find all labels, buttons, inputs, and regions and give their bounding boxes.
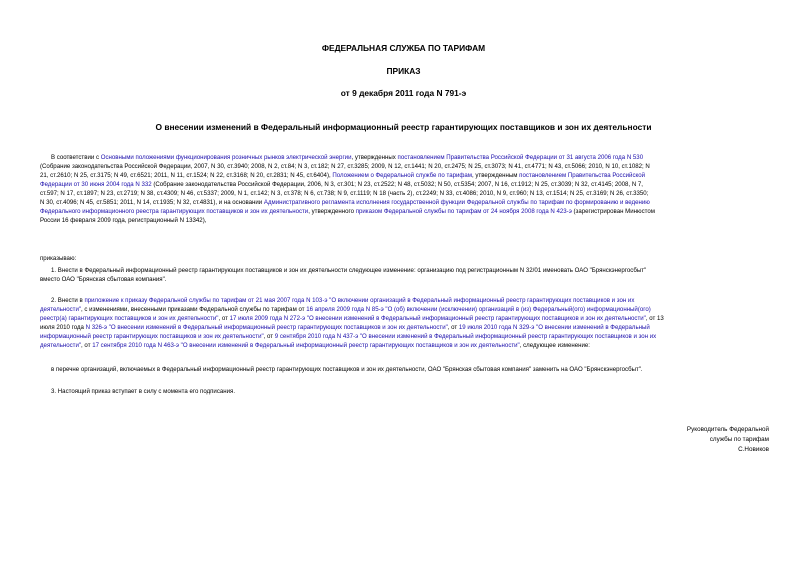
link-resolution-530[interactable]: постановлением Правительства Российской Федерации от 31 августа 2006 года N 530 bbox=[397, 154, 644, 161]
link-order-329-cont[interactable]: информационный реестр гарантирующих поставщиков и зон их деятельности" bbox=[40, 333, 264, 340]
link-admin-regulation-cont[interactable]: Федерального информационного реестра гарантирующих поставщиков и зон их деятельности bbox=[40, 208, 309, 215]
order-item-1 bbox=[40, 266, 770, 284]
link-order-272[interactable]: 17 июля 2009 года N 272-э "О внесении изменений в Федеральный информационный реестр гарантирующих поставщиков и зон их деятельности" bbox=[229, 315, 646, 322]
preamble-text: , утвержденного bbox=[308, 208, 356, 215]
preamble-text: В соответствии с bbox=[51, 154, 101, 161]
preamble-text: (Собрание законодательства Российской Федерации, 2006, N 3, ст.301; N 23, ст.2522; N 48, ст.5032; N 50, ст.5354; 2007, N 16, ст.1912; N 25, ст.3039; N 32, ст.4145; 2008, N 7, bbox=[151, 181, 643, 188]
link-order-103[interactable]: приложение к приказу Федеральной службы по тарифам от 21 мая 2007 года N 103-э "О включении организаций в Федеральный информационный реестр гарантирующих поставщиков и зон их bbox=[84, 297, 635, 304]
link-order-463[interactable]: 17 сентября 2010 года N 463-э "О внесении изменений в Федеральный информационный реестр гарантирующих поставщиков и зон их деятельности" bbox=[92, 342, 520, 349]
link-order-329[interactable]: 19 июля 2010 года N 329-э "О внесении изменений в Федеральный bbox=[458, 324, 650, 331]
order-change-text bbox=[40, 365, 770, 374]
document-date-number: от 9 декабря 2011 года N 791-э bbox=[340, 88, 467, 98]
signature-agency: службы по тарифам bbox=[709, 436, 769, 443]
item2-text: , следующее изменение: bbox=[519, 342, 590, 349]
signature-name: С.Новиков bbox=[738, 446, 769, 453]
item3-text: 3. Настоящий приказ вступает в силу с момента его подписания. bbox=[51, 388, 236, 395]
link-fst-regulation[interactable]: Положением о Федеральной службе по тарифам bbox=[332, 172, 472, 179]
item2-text: , от bbox=[81, 342, 93, 349]
item1-text: вместо ОАО "Брянская сбытовая компания". bbox=[40, 276, 167, 283]
order-intro bbox=[40, 254, 770, 263]
preamble-text: (Собрание законодательства Российской Федерации, 2007, N 30, ст.3940; 2008, N 2, ст.84; N 3, ст.182; N 27, ст.3285; 2009, N 12, ст.1441; N 20, ст.2475; N 25, ст.3073; N 41, ст.4771; N 43, ст.5066; 2010, N 10, ст.1082; N bbox=[40, 163, 650, 170]
link-order-103-cont[interactable]: деятельности" bbox=[40, 306, 82, 313]
link-order-326[interactable]: N 326-э "О внесении изменений в Федеральный информационный реестр гарантирующих поставщиков и зон их деятельности" bbox=[85, 324, 448, 331]
preamble bbox=[40, 153, 770, 225]
preamble-text: ст.597; N 17, ст.1897; N 23, ст.2719; N 38, ст.4309; N 46, ст.5337; 2009, N 1, ст.142; N 3, ст.378; N 6, ст.738; N 9, ст.1119; N 18 (часть 2), ст.2249; N 33, ст.4086; 2010, N 9, ст.960; N 13, ст.1514; N 25, ст.3169; N 26, ст.3350; bbox=[40, 190, 649, 197]
item2-text: , от bbox=[447, 324, 459, 331]
order-item-2 bbox=[40, 296, 770, 350]
prikazyvayu-label: приказываю: bbox=[40, 255, 77, 262]
signature-position: Руководитель Федеральной bbox=[686, 426, 769, 433]
link-resolution-332[interactable]: постановлением Правительства Российской bbox=[519, 172, 646, 179]
item2-text: июля 2010 года bbox=[40, 324, 86, 331]
item2-text: 2. Внести в bbox=[51, 297, 85, 304]
document-type: ПРИКАЗ bbox=[386, 66, 421, 76]
preamble-text: , утвержденных bbox=[351, 154, 398, 161]
link-resolution-332-cont[interactable]: Федерации от 30 июня 2004 года N 332 bbox=[40, 181, 152, 188]
preamble-text: России 16 февраля 2009 года, регистрационный N 13342), bbox=[40, 217, 207, 224]
link-order-423[interactable]: приказом Федеральной службы по тарифам от 24 ноября 2008 года N 423-э bbox=[355, 208, 572, 215]
order-item-3 bbox=[40, 387, 770, 396]
item2-text: , от bbox=[218, 315, 230, 322]
document-title: О внесении изменений в Федеральный информационный реестр гарантирующих поставщиков и зон их деятельности bbox=[155, 122, 652, 132]
preamble-text: (зарегистрирован Минюстом bbox=[571, 208, 655, 215]
item1-text: 1. Внести в Федеральный информационный реестр гарантирующих поставщиков и зон их деятельности следующее изменение: организацию под регистрационным N 32/01 именовать ОАО "Брянскэнергосбыт" bbox=[51, 267, 647, 274]
item2-text: , от 13 bbox=[645, 315, 664, 322]
link-order-85-cont[interactable]: реестр(а) гарантирующих поставщиков и зон их деятельности" bbox=[40, 315, 219, 322]
signature-block bbox=[687, 425, 769, 455]
agency-name: ФЕДЕРАЛЬНАЯ СЛУЖБА ПО ТАРИФАМ bbox=[321, 43, 486, 53]
preamble-text: , утвержденным bbox=[471, 172, 520, 179]
change-text: в перечне организаций, включаемых в Федеральный информационный реестр гарантирующих поставщиков и зон их деятельности, ОАО "Брянская сбытовая компания" заменить на ОАО "Брянскэнергосбыт". bbox=[51, 366, 643, 373]
link-order-437[interactable]: 9 сентября 2010 года N 437-э "О внесении изменений в Федеральный информационный реестр гарантирующих поставщиков и зон их bbox=[274, 333, 657, 340]
link-order-437-cont[interactable]: деятельности" bbox=[40, 342, 82, 349]
link-order-85[interactable]: 16 апреля 2009 года N 85-э "О (об) включении (исключении) организаций в (из) Федеральный(ого) информационный(ого) bbox=[306, 306, 651, 313]
preamble-text: 21, ст.2610; N 25, ст.3175; N 49, ст.6521; 2011, N 11, ст.1524; N 22, ст.3168; N 20, ст.2831; N 45, ст.6404), bbox=[40, 172, 333, 179]
link-basic-provisions[interactable]: Основными положениями функционирования розничных рынков электрической энергии bbox=[100, 154, 352, 161]
preamble-text: N 30, ст.4096; N 45, ст.5851; 2011, N 14, ст.1935; N 32, ст.4831), и на основании bbox=[40, 199, 264, 206]
item2-text: , от bbox=[263, 333, 275, 340]
link-admin-regulation[interactable]: Административного регламента исполнения государственной функции Федеральной службы по тарифам по формированию и ведению bbox=[263, 199, 650, 206]
item2-text: , с изменениями, внесенными приказами Федеральной службы по тарифам от bbox=[81, 306, 307, 313]
